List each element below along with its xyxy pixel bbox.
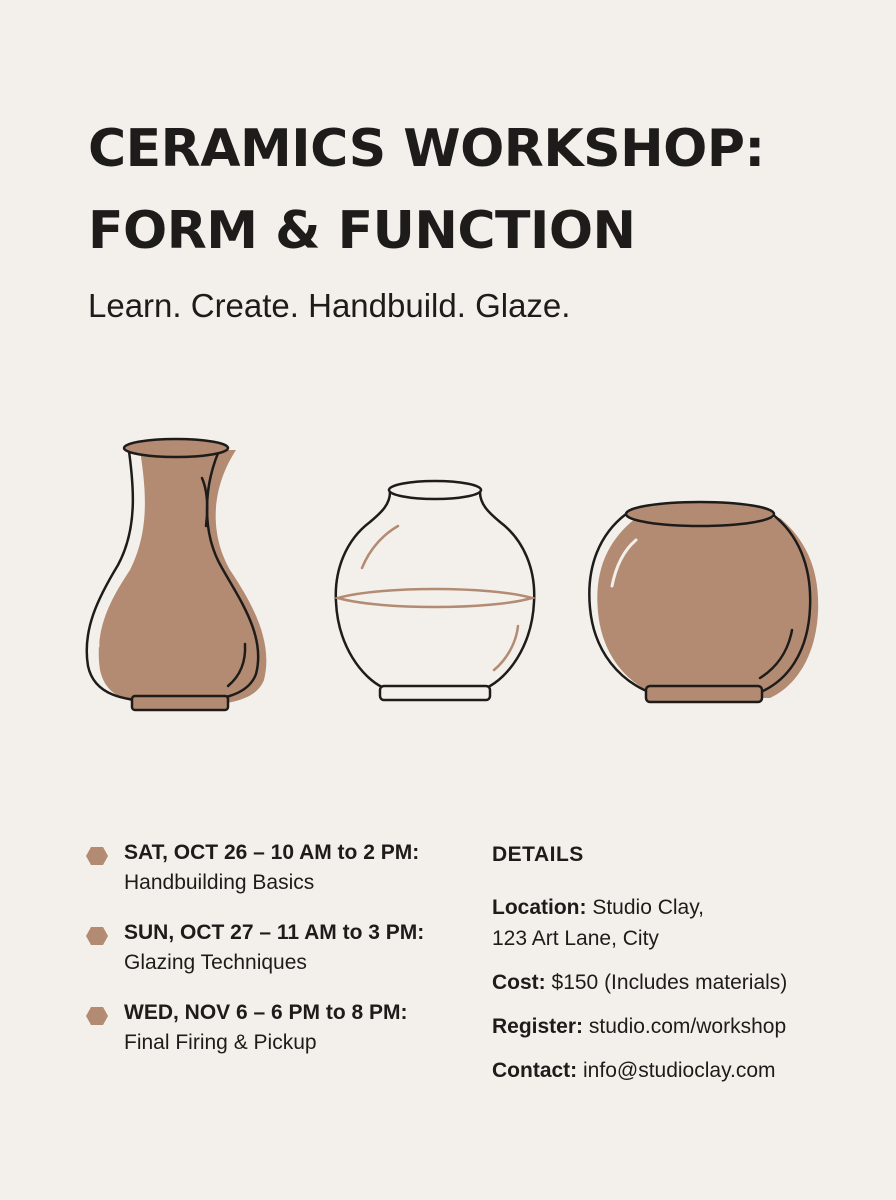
schedule-item (86, 918, 466, 978)
location-line-2: 123 Art Lane, City (492, 927, 659, 950)
hexagon-bullet-icon (86, 1007, 108, 1025)
location-line-1: Studio Clay, (592, 896, 705, 919)
detail-location (492, 892, 852, 954)
contact-label: Contact: (492, 1059, 578, 1082)
cost-label: Cost: (492, 971, 546, 994)
schedule-item (86, 998, 466, 1058)
cost-value: $150 (Includes materials) (551, 971, 788, 994)
clay-pot-icon (589, 502, 818, 702)
location-label: Location: (492, 896, 587, 919)
schedule-session: Handbuilding Basics (124, 871, 315, 894)
detail-cost (492, 967, 852, 998)
schedule-item (86, 838, 466, 898)
detail-contact (492, 1055, 852, 1086)
register-label: Register: (492, 1015, 584, 1038)
hexagon-bullet-icon (86, 927, 108, 945)
title-line-1: CERAMICS WORKSHOP: (88, 119, 765, 179)
round-glass-vase-icon (336, 481, 534, 700)
poster-title (88, 108, 848, 272)
details-heading: DETAILS (492, 843, 584, 866)
schedule-list (86, 838, 466, 1078)
schedule-date: SAT, OCT 26 – 10 AM to 2 PM: (124, 841, 420, 864)
hexagon-bullet-icon (86, 847, 108, 865)
register-link[interactable]: studio.com/workshop (588, 1015, 787, 1038)
schedule-date: WED, NOV 6 – 6 PM to 8 PM: (124, 1001, 408, 1024)
contact-email-link[interactable]: info@studioclay.com (583, 1059, 776, 1082)
bottle-vase-icon (87, 439, 267, 710)
schedule-session: Glazing Techniques (124, 951, 307, 974)
title-line-2: FORM & FUNCTION (88, 201, 636, 261)
schedule-date: SUN, OCT 27 – 11 AM to 3 PM: (124, 921, 425, 944)
vase-illustration (80, 430, 820, 720)
tagline: Learn. Create. Handbuild. Glaze. (88, 287, 571, 324)
detail-register (492, 1011, 852, 1042)
details-panel (492, 840, 852, 1099)
schedule-session: Final Firing & Pickup (124, 1031, 317, 1054)
